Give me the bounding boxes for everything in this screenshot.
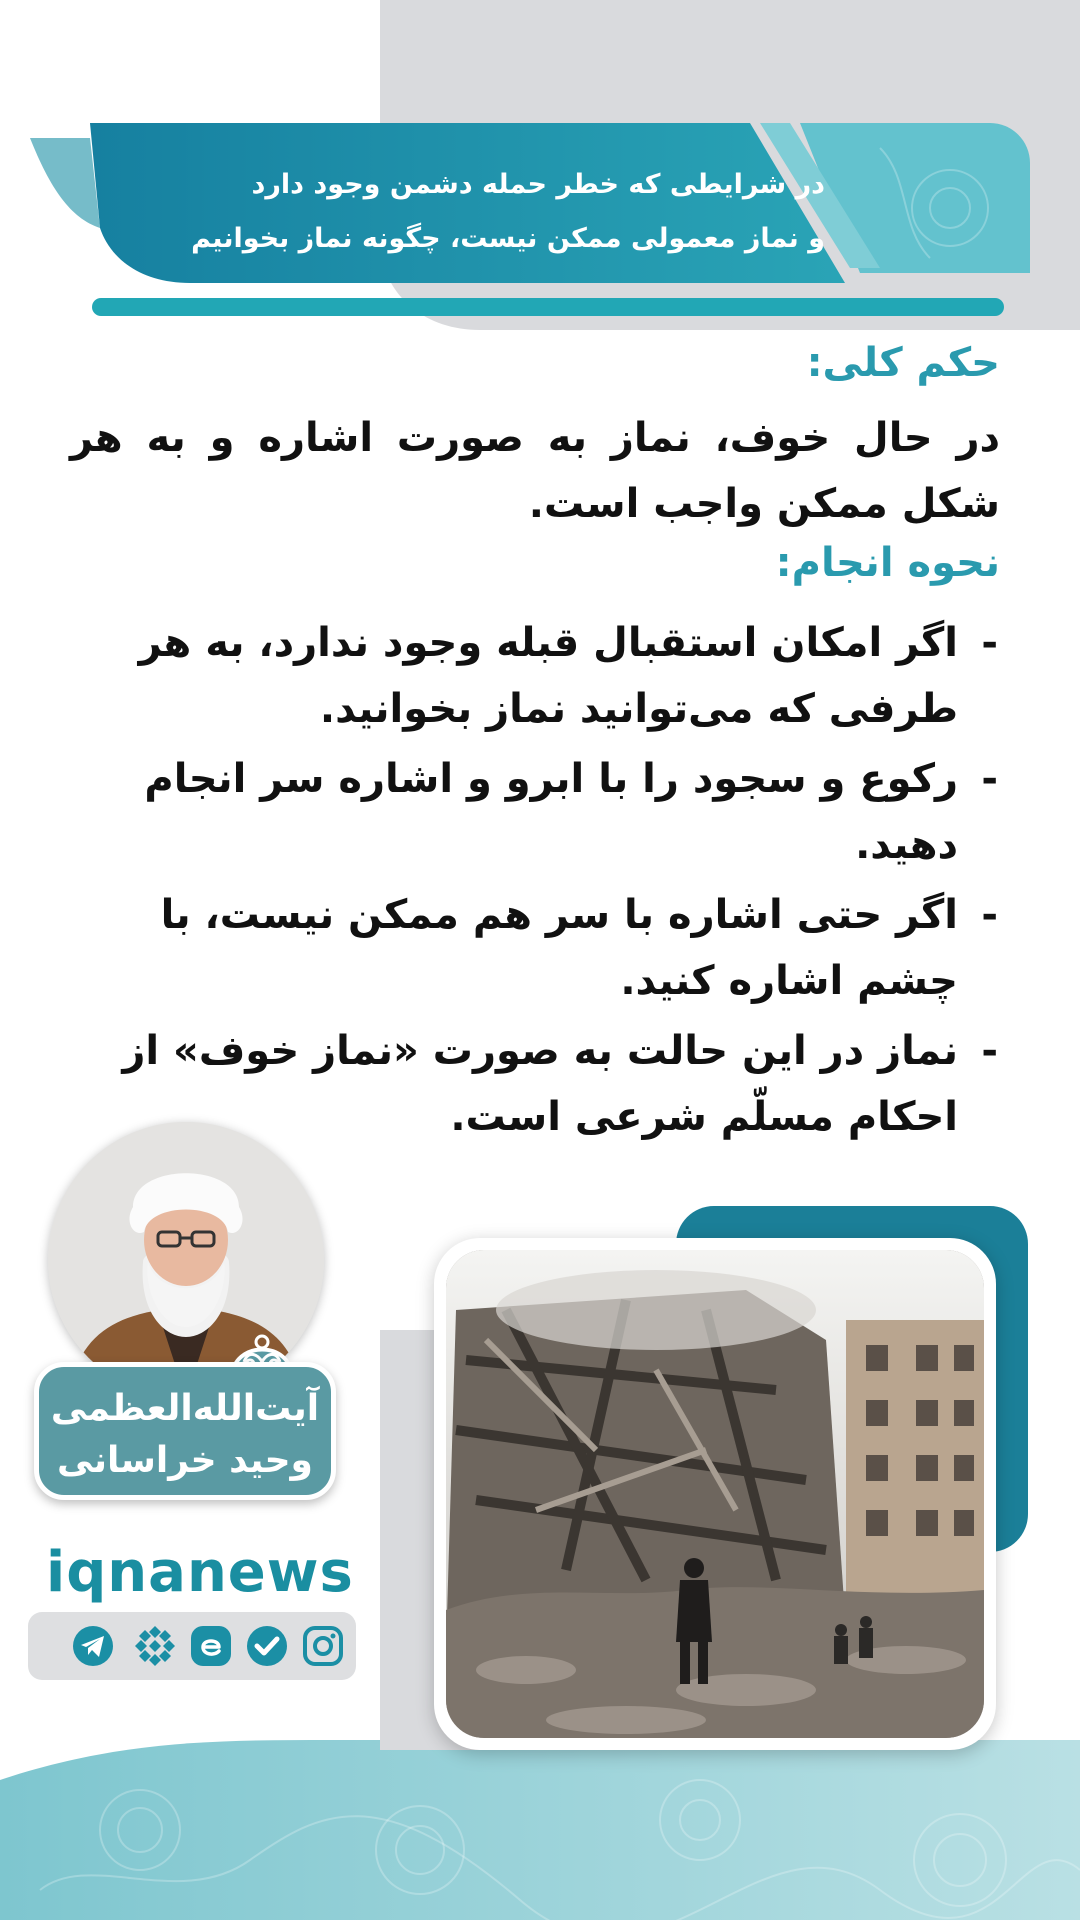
- scholar-name: وحید خراسانی: [57, 1440, 313, 1481]
- header-underline: [92, 298, 1004, 316]
- instagram-icon[interactable]: [300, 1623, 346, 1669]
- list-item: - اگر امکان استقبال قبله وجود ندارد، به هر طرفی که می‌توانید نماز بخوانید.: [70, 610, 1000, 742]
- header-line-1: در شرایطی که خطر حمله دشمن وجود دارد: [251, 169, 825, 200]
- destroyed-building-illustration: [446, 1250, 984, 1738]
- scholar-name-plate: [34, 1362, 336, 1500]
- scholar-title: آیت‌الله‌العظمی: [50, 1388, 320, 1429]
- header-line-2: و نماز معمولی ممکن نیست، چگونه نماز بخوانیم: [191, 223, 825, 254]
- telegram-icon[interactable]: [70, 1623, 116, 1669]
- bale-icon[interactable]: [132, 1623, 178, 1669]
- eitaa-icon[interactable]: [188, 1623, 234, 1669]
- bottom-decorative-band: [0, 1740, 1080, 1920]
- destroyed-building-photo: [446, 1250, 984, 1738]
- general-ruling-text: در حال خوف، نماز به صورت اشاره و به هر شکل ممکن واجب است.: [70, 415, 1000, 527]
- list-item: - نماز در این حالت به صورت «نماز خوف» از احکام مسلّم شرعی است.: [70, 1018, 1000, 1150]
- method-heading: نحوه انجام:: [775, 540, 1000, 586]
- rubika-icon[interactable]: [244, 1623, 290, 1669]
- method-list: [70, 610, 1000, 1154]
- list-item: - اگر حتی اشاره با سر هم ممکن نیست، با چشم اشاره کنید.: [70, 882, 1000, 1014]
- brand-name: iqnanews: [46, 1540, 354, 1605]
- general-ruling-heading: حکم کلی:: [806, 340, 1000, 386]
- header-title: [65, 158, 825, 266]
- social-links-bar: [28, 1612, 356, 1680]
- list-item: - رکوع و سجود را با ابرو و اشاره سر انجام دهید.: [70, 746, 1000, 878]
